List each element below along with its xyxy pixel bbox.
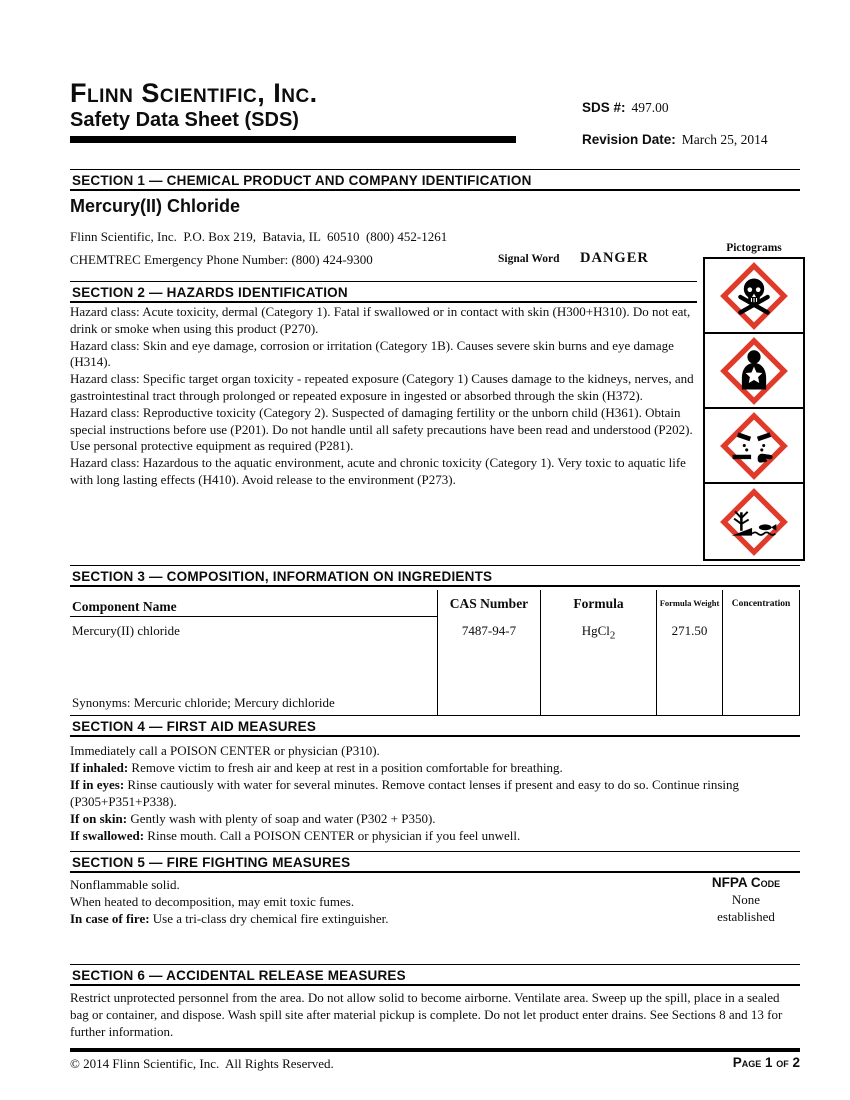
hazard-paragraph: Hazard class: Hazardous to the aquatic environment, acute and chronic toxicity (Category 1). Very toxic to aquatic life with long lasting effects (H410). Avoid release to the environment (P273). bbox=[70, 455, 690, 487]
pictograms-label: Pictograms bbox=[726, 242, 782, 254]
fire-line: In case of fire: Use a tri-class dry chemical fire extinguisher. bbox=[70, 911, 389, 926]
revision-date-value: March 25, 2014 bbox=[681, 132, 768, 147]
sds-number-value: 497.00 bbox=[631, 100, 669, 115]
column-header-formula-weight: Formula Weight bbox=[656, 590, 722, 617]
component-name-cell: Mercury(II) chloride bbox=[72, 623, 180, 638]
fire-line: Nonflammable solid. bbox=[70, 877, 180, 892]
first-aid-line: Immediately call a POISON CENTER or physician (P310). bbox=[70, 743, 380, 758]
cas-number-cell: 7487-94-7 bbox=[437, 617, 540, 715]
column-header-formula: Formula bbox=[540, 590, 656, 617]
column-header-concentration: Concentration bbox=[722, 590, 800, 617]
nfpa-code-label: NFPA Code bbox=[711, 875, 781, 890]
nfpa-code-value: established bbox=[717, 909, 775, 924]
section-4-header: SECTION 4 — FIRST AID MEASURES bbox=[70, 715, 800, 737]
first-aid-measures bbox=[70, 742, 800, 844]
ghs-diamond bbox=[724, 415, 784, 475]
fire-line: When heated to decomposition, may emit toxic fumes. bbox=[70, 894, 355, 909]
corrosion-icon bbox=[720, 412, 788, 480]
sds-number-row bbox=[582, 100, 669, 118]
aquatic-environment-icon bbox=[720, 488, 788, 556]
first-aid-line: If inhaled: Remove victim to fresh air and keep at rest in a position comfortable for breathing. bbox=[70, 760, 563, 775]
formula-cell: HgCl$_2$ bbox=[540, 617, 656, 715]
pictogram-cell-environment bbox=[705, 484, 803, 559]
fire-fighting-measures bbox=[70, 876, 670, 927]
section-3-header: SECTION 3 — COMPOSITION, INFORMATION ON INGREDIENTS bbox=[70, 565, 800, 587]
first-aid-line: If in eyes: Rinse cautiously with water for several minutes. Remove contact lenses if present and easy to do so. Continue rinsing (P305+P351+P338). bbox=[70, 777, 743, 809]
hazard-paragraph: Hazard class: Reproductive toxicity (Category 2). Suspected of damaging fertility or the unborn child (H361). Obtain special instructions before use (P201). Do not handle until all safety precautions have been read and understood (P202). Use personal protective equipment as required (P281). bbox=[70, 404, 696, 454]
company-address: Flinn Scientific, Inc. P.O. Box 219, Batavia, IL 60510 (800) 452-1261 bbox=[70, 229, 448, 244]
revision-date-label: Revision Date: bbox=[582, 132, 676, 147]
formula-weight-cell: 271.50 bbox=[656, 617, 722, 715]
health-hazard-icon bbox=[720, 337, 788, 405]
footer-rule bbox=[70, 1048, 800, 1052]
pictogram-cell-toxic bbox=[705, 259, 803, 334]
revision-date-row bbox=[582, 132, 768, 150]
hazard-paragraph: Hazard class: Acute toxicity, dermal (Category 1). Fatal if swallowed or in contact with skin (H300+H310). Do not eat, drink or smoke when using this product (P270). bbox=[70, 304, 694, 336]
document-title: Safety Data Sheet (SDS) bbox=[70, 109, 299, 131]
section-2-header: SECTION 2 — HAZARDS IDENTIFICATION bbox=[70, 281, 697, 303]
first-aid-line: If swallowed: Rinse mouth. Call a POISON CENTER or physician if you feel unwell. bbox=[70, 828, 521, 843]
first-aid-line: If on skin: Gently wash with plenty of soap and water (P302 + P350). bbox=[70, 811, 436, 826]
hazard-paragraph: Hazard class: Specific target organ toxicity - repeated exposure (Category 1) Causes damage to the kidneys, nerves, and gastrointestinal tract through prolonged or repeated exposure in ingested or absorbed through the skin (H372). bbox=[70, 371, 697, 403]
signal-word-value: DANGER bbox=[580, 250, 649, 266]
accidental-release-text: Restrict unprotected personnel from the area. Do not allow solid to become airborne. Ventilate area. Sweep up the spill, place in a sealed bag or container, and dispose. Wash spill site after material pickup is complete. Do not let product enter drains. See Sections 8 and 13 for further information. bbox=[70, 990, 786, 1039]
sds-number-label: SDS #: bbox=[582, 100, 626, 115]
product-name: Mercury(II) Chloride bbox=[70, 196, 241, 216]
hazard-statements bbox=[70, 304, 703, 489]
section-1-header: SECTION 1 — CHEMICAL PRODUCT AND COMPANY IDENTIFICATION bbox=[70, 169, 800, 191]
ghs-diamond bbox=[724, 491, 784, 551]
column-header-component: Component Name bbox=[70, 590, 437, 617]
page-number: Page 1 of 2 bbox=[732, 1055, 800, 1070]
section-5-header: SECTION 5 — FIRE FIGHTING MEASURES bbox=[70, 851, 800, 873]
pictograms-panel bbox=[703, 257, 805, 561]
composition-table bbox=[70, 590, 800, 715]
concentration-cell bbox=[722, 617, 800, 715]
signal-word-label: Signal Word bbox=[498, 253, 560, 265]
header-rule bbox=[70, 136, 516, 143]
pictogram-cell-health-hazard bbox=[705, 334, 803, 409]
company-name: Flinn Scientific, Inc. bbox=[70, 78, 318, 108]
chemtrec-phone: CHEMTREC Emergency Phone Number: (800) 424-9300 bbox=[70, 252, 373, 267]
copyright-text: © 2014 Flinn Scientific, Inc. All Rights Reserved. bbox=[70, 1056, 334, 1071]
pictogram-cell-corrosion bbox=[705, 409, 803, 484]
nfpa-code-block bbox=[690, 874, 802, 925]
table-row bbox=[70, 617, 437, 715]
synonyms-line: Synonyms: Mercuric chloride; Mercury dichloride bbox=[72, 695, 335, 710]
section-6-header: SECTION 6 — ACCIDENTAL RELEASE MEASURES bbox=[70, 964, 800, 986]
nfpa-code-value: None bbox=[731, 892, 761, 907]
column-header-cas: CAS Number bbox=[437, 590, 540, 617]
skull-crossbones-icon bbox=[720, 262, 788, 330]
hazard-paragraph: Hazard class: Skin and eye damage, corrosion or irritation (Category 1B). Causes severe skin burns and eye damage (H314). bbox=[70, 337, 678, 370]
